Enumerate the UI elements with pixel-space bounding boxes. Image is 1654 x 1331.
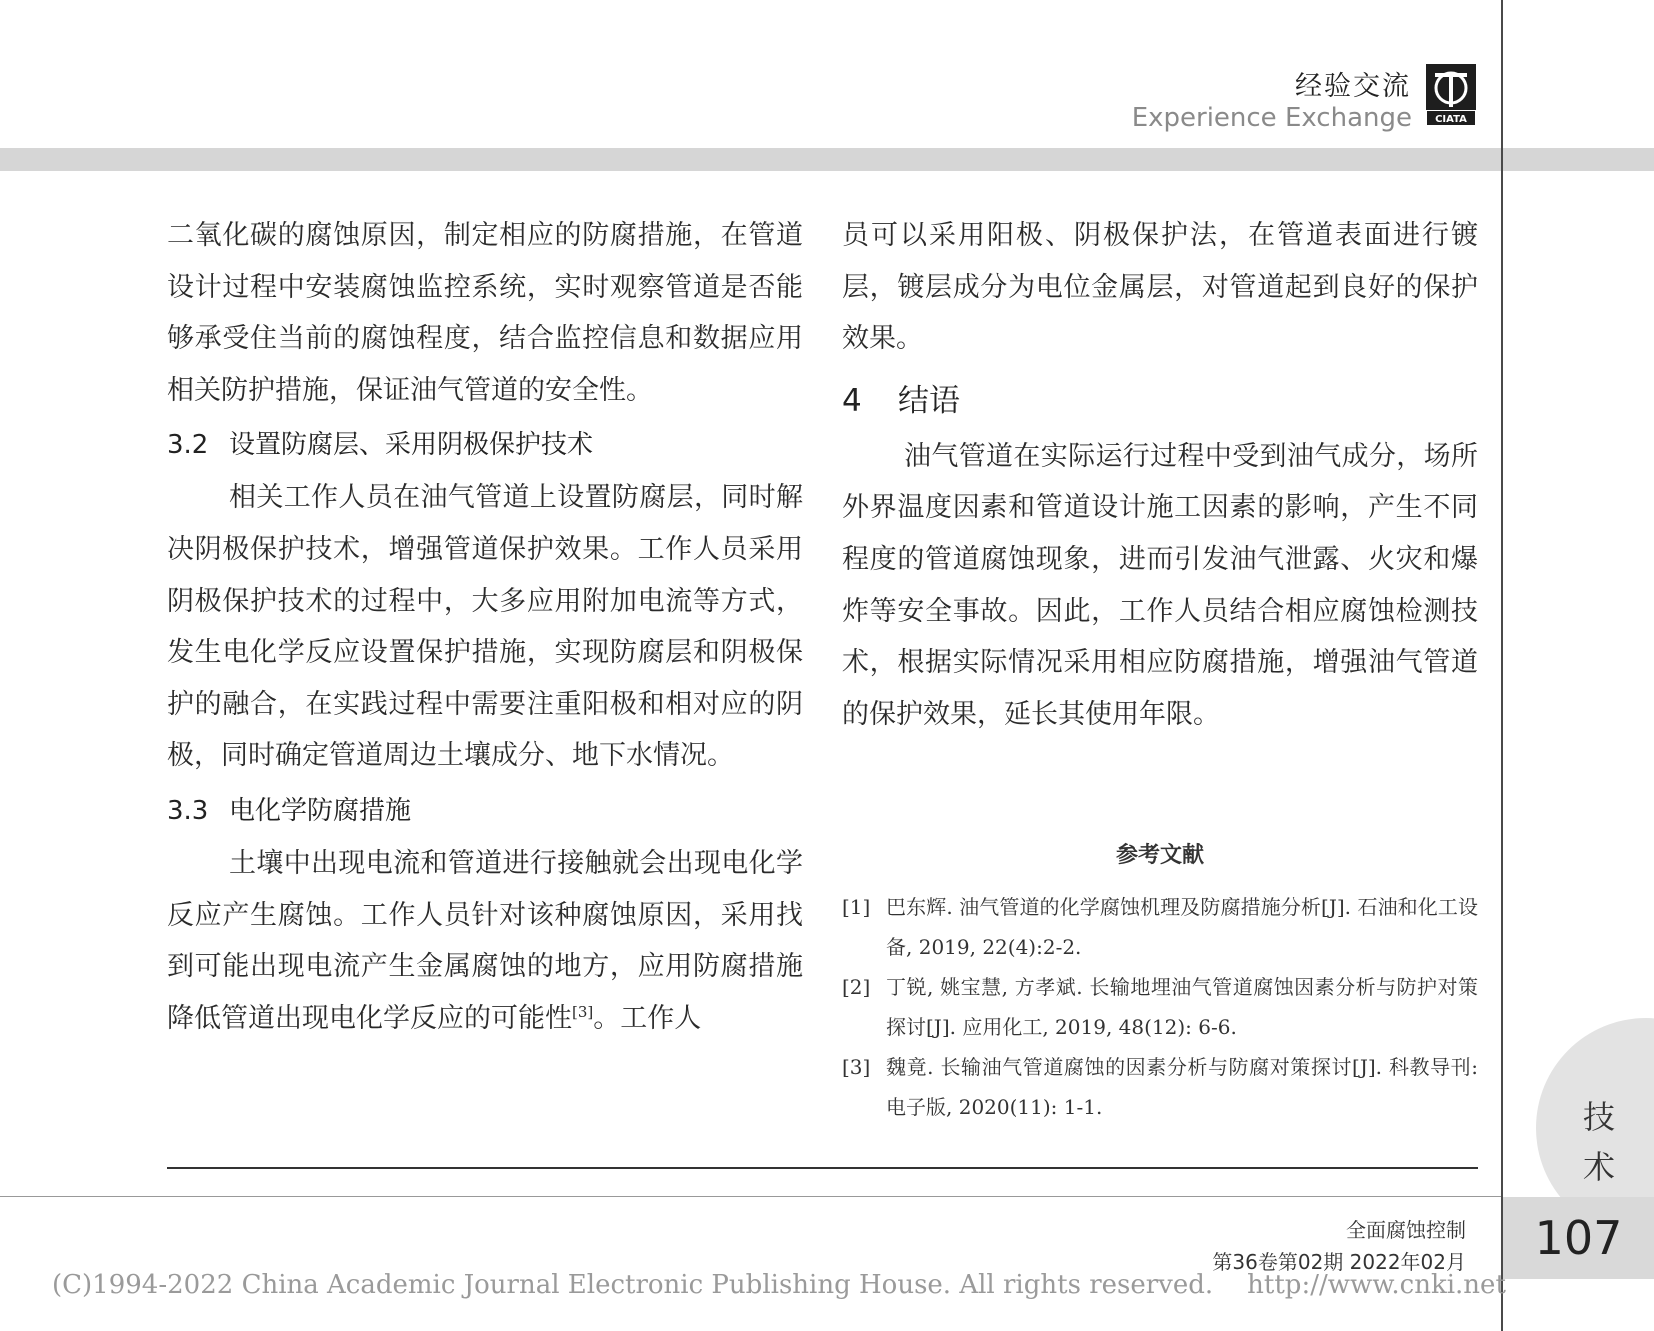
section-number: 3.2 (167, 430, 209, 461)
ciata-logo-icon (1426, 64, 1476, 126)
paragraph: 相关工作人员在油气管道上设置防腐层，同时解决阴极保护技术，增强管道保护效果。工作人员采用阴极保护技术的过程中，大多应用附加电流等方式，发生电化学反应设置保护措施，实现防腐层和阴极保护的融合，在实践过程中需要注重阳极和相对应的阴极，同时确定管道周边土壤成分、地下水情况。 (167, 482, 803, 772)
section-heading-3-3 (167, 796, 803, 826)
references-title: 参考文献 (1115, 842, 1204, 868)
section-heading-4 (842, 381, 1478, 421)
citation: [3] (572, 1002, 594, 1021)
paragraph (167, 838, 803, 1044)
issue-info: 第36卷第02期 2022年02月 (1212, 1250, 1466, 1274)
section-number: 3.3 (167, 795, 209, 826)
cnki-url-link[interactable]: http://www.cnki.net (1247, 1270, 1506, 1300)
section-title: 设置防腐层、采用阴极保护技术 (229, 430, 594, 461)
content-bottom-rule (167, 1167, 1478, 1169)
reference-item (842, 967, 1478, 1047)
paragraph: 员可以采用阳极、阴极保护法，在管道表面进行镀层，镀层成分为电位金属层，对管道起到良好的保护效果。 (842, 220, 1478, 355)
copyright-watermark (52, 1270, 1506, 1300)
section-title-cn: 经验交流 (1295, 71, 1411, 102)
section-heading-3-2 (167, 430, 803, 460)
section-title: 结语 (898, 382, 960, 419)
footer-rule (0, 1196, 1501, 1197)
reference-number: [1] (842, 895, 871, 919)
reference-item (842, 887, 1478, 967)
paragraph: 油气管道在实际运行过程中受到油气成分，场所外界温度因素和管道设计施工因素的影响，产生不同程度的管道腐蚀现象，进而引发油气泄露、火灾和爆炸等安全事故。因此，工作人员结合相应腐蚀检测技术，根据实际情况采用相应防腐措施，增强油气管道的保护效果，延长其使用年限。 (842, 440, 1478, 730)
logo-text: CIATA (1435, 114, 1467, 125)
tab-char: 术 (1582, 1148, 1615, 1186)
reference-text: 丁锐, 姚宝慧, 方孝斌. 长输地埋油气管道腐蚀因素分析与防护对策探讨[J]. 应用化工, 2019, 48(12): 6-6. (886, 975, 1478, 1039)
reference-text: 魏竟. 长输油气管道腐蚀的因素分析与防腐对策探讨[J]. 科教导刊: 电子版, 2020(11): 1-1. (886, 1055, 1478, 1119)
copyright-text: (C)1994-2022 China Academic Journal Electronic Publishing House. All rights reserved. (52, 1270, 1214, 1300)
right-margin-rule (1501, 0, 1503, 1331)
page-number: 107 (1503, 1197, 1654, 1279)
section-number: 4 (842, 382, 862, 419)
tab-char: 技 (1582, 1098, 1615, 1136)
reference-number: [2] (842, 975, 871, 999)
right-column (842, 210, 1478, 740)
reference-item (842, 1047, 1478, 1127)
paragraph: 二氧化碳的腐蚀原因，制定相应的防腐措施，在管道设计过程中安装腐蚀监控系统，实时观察管道是否能够承受住当前的腐蚀程度，结合监控信息和数据应用相关防护措施，保证油气管道的安全性。 (167, 220, 803, 406)
journal-name: 全面腐蚀控制 (1346, 1218, 1466, 1242)
section-title-en: Experience Exchange (1131, 103, 1412, 133)
section-tab-label (1574, 1092, 1624, 1192)
reference-number: [3] (842, 1055, 871, 1079)
paragraph-text: 。工作人 (593, 1002, 702, 1034)
left-column (167, 210, 803, 1044)
paragraph-text: 土壤中出现电流和管道进行接触就会出现电化学反应产生腐蚀。工作人员针对该种腐蚀原因，采用找到可能出现电流产生金属腐蚀的地方，应用防腐措施降低管道出现电化学反应的可能性 (167, 847, 803, 1034)
header-band (0, 148, 1654, 171)
reference-list (842, 887, 1478, 1127)
reference-text: 巴东辉. 油气管道的化学腐蚀机理及防腐措施分析[J]. 石油和化工设备, 2019, 22(4):2-2. (886, 895, 1478, 959)
section-title: 电化学防腐措施 (229, 795, 412, 826)
